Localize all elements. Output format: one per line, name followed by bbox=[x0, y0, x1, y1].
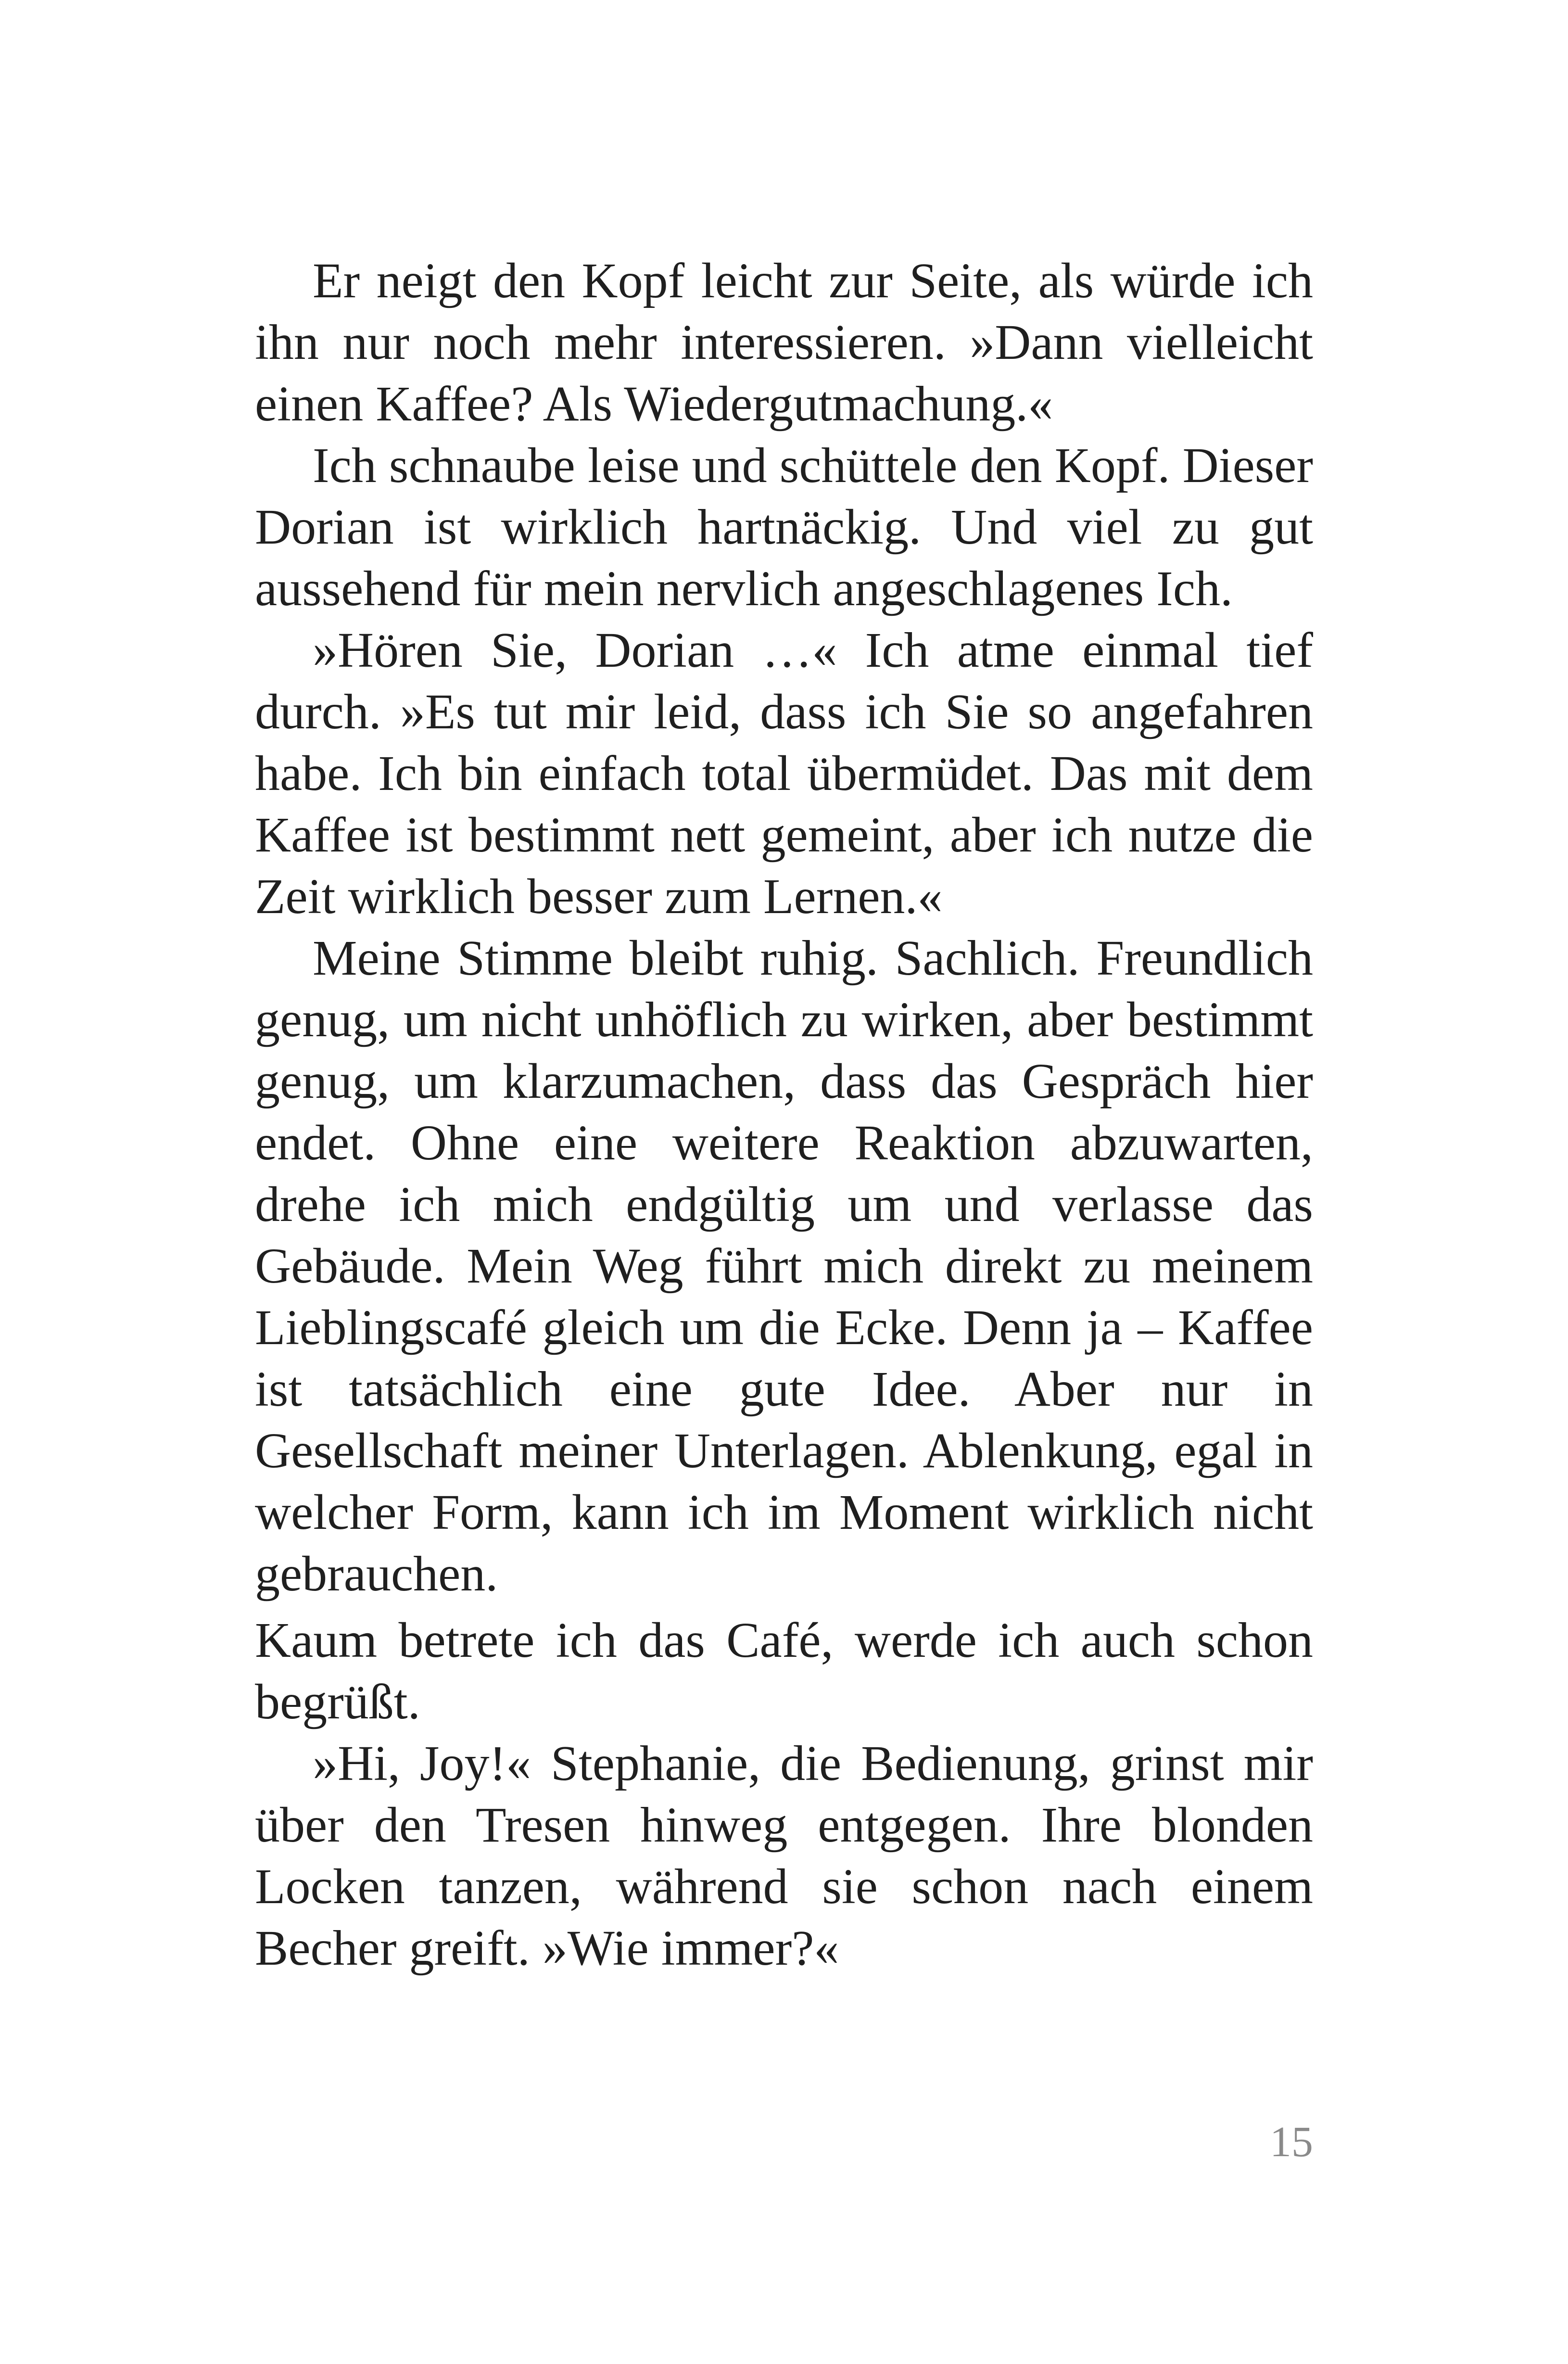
text-section-1 bbox=[255, 250, 1313, 1605]
paragraph: Kaum betrete ich das Café, werde ich auch schon begrüßt. bbox=[255, 1613, 1313, 1729]
paragraph: »Hi, Joy!« Stephanie, die Bedienung, grinst mir über den Tresen hinweg entgegen. Ihre blonden Locken tanzen, während sie schon nach einem Becher greift. »Wie immer?« bbox=[255, 1736, 1313, 1976]
paragraph: Er neigt den Kopf leicht zur Seite, als würde ich ihn nur noch mehr interessieren. »Dann vielleicht einen Kaffee? Als Wiedergutmachung.« bbox=[255, 253, 1313, 432]
paragraph: Meine Stimme bleibt ruhig. Sachlich. Freundlich genug, um nicht unhöflich zu wirken, aber bestimmt genug, um klarzumachen, dass das Gespräch hier endet. Ohne eine weitere Reaktion abzuwarten, drehe ich mich endgültig um und verlasse das Gebäude. Mein Weg führt mich direkt zu meinem Lieblingscafé gleich um die Ecke. Denn ja – Kaffee ist tatsächlich eine gute Idee. Aber nur in Gesellschaft meiner Unterlagen. Ablenkung, egal in welcher Form, kann ich im Moment wirklich nicht gebrauchen. bbox=[255, 930, 1313, 1601]
page-number: 15 bbox=[1270, 2118, 1313, 2166]
text-section-2 bbox=[255, 1610, 1313, 1979]
paragraph: »Hören Sie, Dorian …« Ich atme einmal tief durch. »Es tut mir leid, dass ich Sie so angefahren habe. Ich bin einfach total übermüdet. Das mit dem Kaffee ist bestimmt nett gemeint, aber ich nutze die Zeit wirklich besser zum Lernen.« bbox=[255, 623, 1313, 924]
paragraph: Ich schnaube leise und schüttele den Kopf. Dieser Dorian ist wirklich hartnäckig. Und viel zu gut aussehend für mein nervlich angeschlagenes Ich. bbox=[255, 438, 1313, 616]
